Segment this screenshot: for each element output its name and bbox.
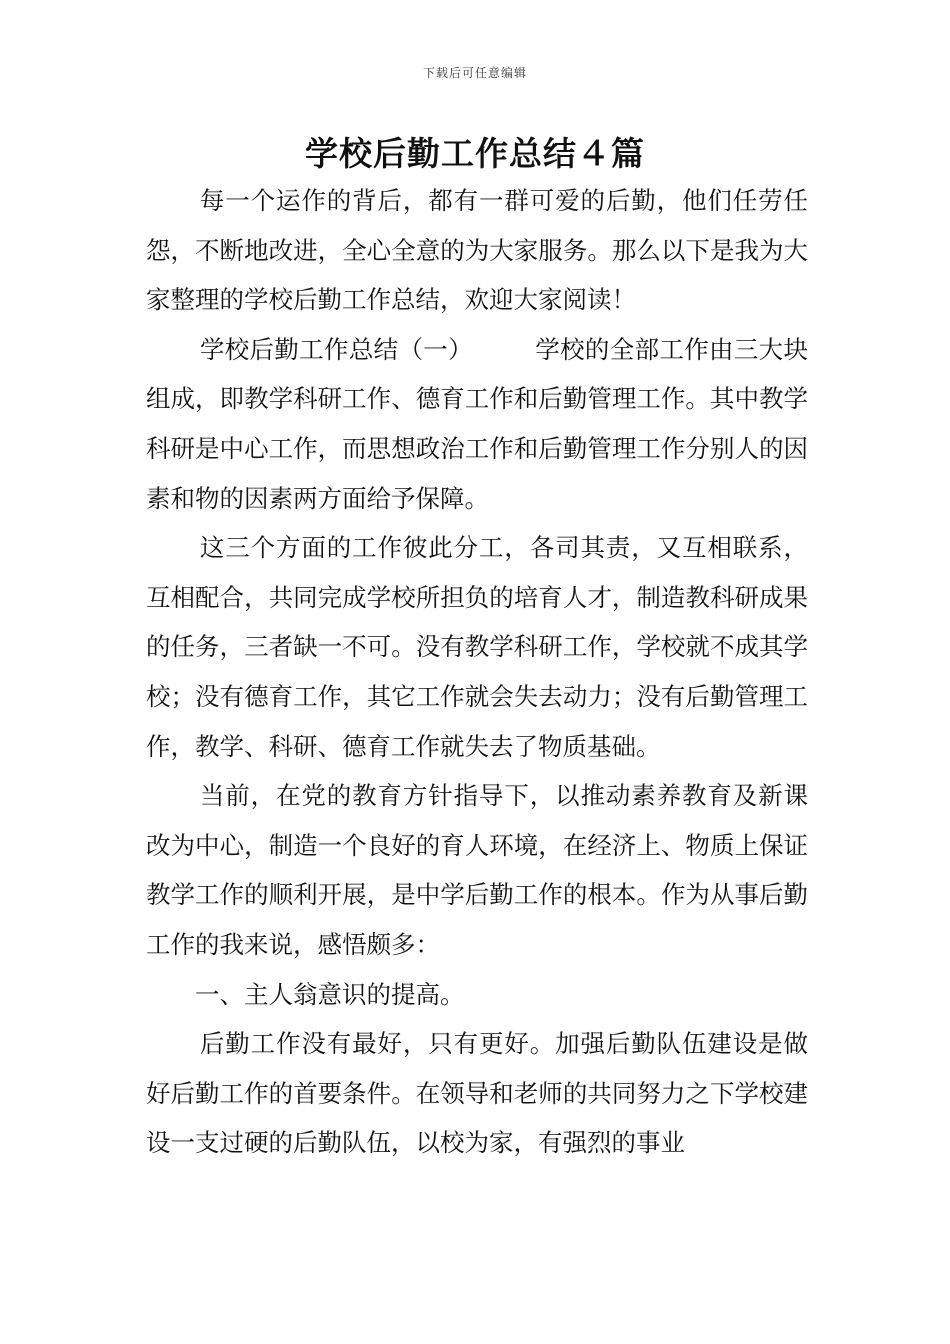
intro-paragraph: 每一个运作的背后，都有一群可爱的后勤，他们任劳任怨，不断地改进，全心全意的为大家服务。那么以下是我为大家整理的学校后勤工作总结，欢迎大家阅读！ (146, 186, 808, 315)
paragraph-4: 后勤工作没有最好，只有更好。加强后勤队伍建设是做好后勤工作的首要条件。在领导和老师的共同努力之下学校建设一支过硬的后勤队伍，以校为家，有强烈的事业 (146, 1029, 808, 1158)
document-body (146, 176, 808, 1168)
section-1-paragraph (146, 325, 808, 523)
paragraph-2: 这三个方面的工作彼此分工，各司其责，又互相联系，互相配合，共同完成学校所担负的培育人才，制造教科研成果的任务，三者缺一不可。没有教学科研工作，学校就不成其学校；没有德育工作，其它工作就会失去动力；没有后勤管理工作，教学、科研、德育工作就失去了物质基础。 (146, 533, 808, 761)
section-1-label: 学校后勤工作总结（一） (199, 334, 473, 364)
section-1-text: 学校的全部工作由三大块组成，即教学科研工作、德育工作和后勤管理工作。其中教学科研是中心工作，而思想政治工作和后勤管理工作分别人的因素和物的因素两方面给予保障。 (146, 334, 809, 513)
paragraph-3: 当前，在党的教育方针指导下，以推动素养教育及新课改为中心，制造一个良好的育人环境，在经济上、物质上保证教学工作的顺利开展，是中学后勤工作的根本。作为从事后勤工作的我来说，感悟颇多： (146, 781, 808, 959)
heading-1: 一、主人翁意识的提高。 (195, 979, 465, 1009)
document-title: 学校后勤工作总结４篇 (305, 134, 645, 173)
header-note: 下载后可任意编辑 (422, 66, 527, 80)
